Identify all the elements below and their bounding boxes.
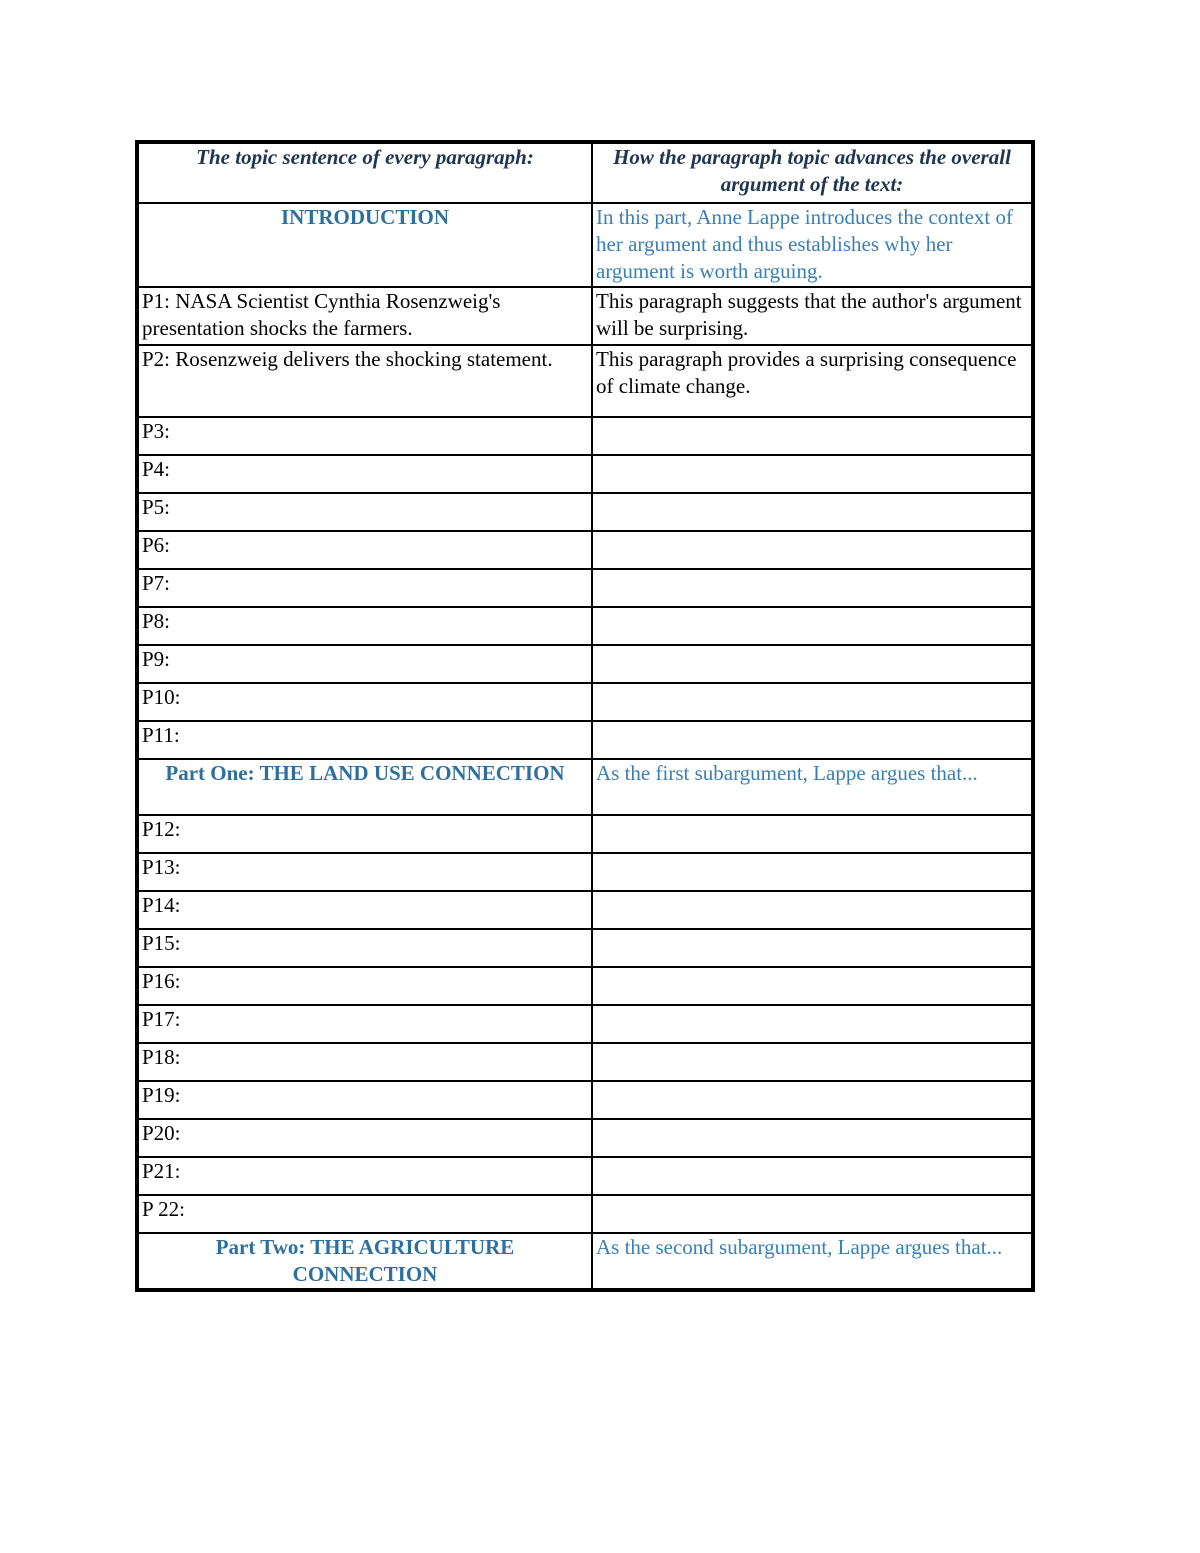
section-note-part-one: As the first subargument, Lappe argues that... (592, 759, 1033, 815)
section-note-introduction: In this part, Anne Lappe introduces the context of her argument and thus establishes why her argument is worth arguing. (592, 203, 1033, 287)
table-row (137, 287, 1033, 345)
paragraph-analysis-table (135, 140, 1035, 1292)
section-row-introduction (137, 203, 1033, 287)
argument-cell[interactable] (592, 721, 1033, 759)
table-row (137, 455, 1033, 493)
topic-sentence-cell[interactable]: P14: (137, 891, 592, 929)
argument-cell[interactable] (592, 417, 1033, 455)
argument-cell[interactable] (592, 569, 1033, 607)
table-row (137, 1195, 1033, 1233)
topic-sentence-cell[interactable]: P9: (137, 645, 592, 683)
table-row (137, 569, 1033, 607)
topic-sentence-cell[interactable]: P4: (137, 455, 592, 493)
argument-cell[interactable] (592, 1081, 1033, 1119)
table-row (137, 1043, 1033, 1081)
argument-cell[interactable] (592, 967, 1033, 1005)
topic-sentence-cell[interactable]: P18: (137, 1043, 592, 1081)
topic-sentence-cell[interactable]: P1: NASA Scientist Cynthia Rosenzweig's presentation shocks the farmers. (137, 287, 592, 345)
table-row (137, 1081, 1033, 1119)
table-row (137, 645, 1033, 683)
table-row (137, 967, 1033, 1005)
argument-cell[interactable]: This paragraph suggests that the author's argument will be surprising. (592, 287, 1033, 345)
header-row (137, 142, 1033, 203)
topic-sentence-cell[interactable]: P8: (137, 607, 592, 645)
table-row (137, 815, 1033, 853)
argument-cell[interactable]: This paragraph provides a surprising consequence of climate change. (592, 345, 1033, 417)
topic-sentence-cell[interactable]: P11: (137, 721, 592, 759)
argument-cell[interactable] (592, 645, 1033, 683)
table-row (137, 891, 1033, 929)
topic-sentence-cell[interactable]: P2: Rosenzweig delivers the shocking statement. (137, 345, 592, 417)
topic-sentence-cell[interactable]: P10: (137, 683, 592, 721)
topic-sentence-cell[interactable]: P 22: (137, 1195, 592, 1233)
table-row (137, 929, 1033, 967)
argument-cell[interactable] (592, 1043, 1033, 1081)
argument-cell[interactable] (592, 607, 1033, 645)
section-title-part-one: Part One: THE LAND USE CONNECTION (137, 759, 592, 815)
argument-cell[interactable] (592, 929, 1033, 967)
table-row (137, 531, 1033, 569)
table-row (137, 721, 1033, 759)
table-row (137, 683, 1033, 721)
topic-sentence-cell[interactable]: P16: (137, 967, 592, 1005)
table-row (137, 607, 1033, 645)
topic-sentence-cell[interactable]: P13: (137, 853, 592, 891)
section-row-part-one (137, 759, 1033, 815)
topic-sentence-cell[interactable]: P7: (137, 569, 592, 607)
topic-sentence-cell[interactable]: P5: (137, 493, 592, 531)
table-row (137, 493, 1033, 531)
argument-cell[interactable] (592, 531, 1033, 569)
argument-cell[interactable] (592, 853, 1033, 891)
argument-cell[interactable] (592, 683, 1033, 721)
argument-cell[interactable] (592, 1157, 1033, 1195)
topic-sentence-cell[interactable]: P21: (137, 1157, 592, 1195)
argument-cell[interactable] (592, 891, 1033, 929)
topic-sentence-cell[interactable]: P3: (137, 417, 592, 455)
section-row-part-two (137, 1233, 1033, 1290)
table-row (137, 345, 1033, 417)
table-row (137, 1005, 1033, 1043)
section-title-part-two: Part Two: THE AGRICULTURE CONNECTION (137, 1233, 592, 1290)
table-row (137, 1119, 1033, 1157)
argument-cell[interactable] (592, 1119, 1033, 1157)
table-row (137, 417, 1033, 455)
argument-cell[interactable] (592, 455, 1033, 493)
argument-cell[interactable] (592, 815, 1033, 853)
argument-cell[interactable] (592, 493, 1033, 531)
header-topic-sentence: The topic sentence of every paragraph: (137, 142, 592, 203)
argument-cell[interactable] (592, 1005, 1033, 1043)
topic-sentence-cell[interactable]: P19: (137, 1081, 592, 1119)
topic-sentence-cell[interactable]: P15: (137, 929, 592, 967)
topic-sentence-cell[interactable]: P20: (137, 1119, 592, 1157)
section-note-part-two: As the second subargument, Lappe argues that... (592, 1233, 1033, 1290)
argument-cell[interactable] (592, 1195, 1033, 1233)
topic-sentence-cell[interactable]: P6: (137, 531, 592, 569)
header-argument-advance: How the paragraph topic advances the overall argument of the text: (592, 142, 1033, 203)
topic-sentence-cell[interactable]: P12: (137, 815, 592, 853)
table-row (137, 853, 1033, 891)
table-row (137, 1157, 1033, 1195)
section-title-introduction: INTRODUCTION (137, 203, 592, 287)
topic-sentence-cell[interactable]: P17: (137, 1005, 592, 1043)
